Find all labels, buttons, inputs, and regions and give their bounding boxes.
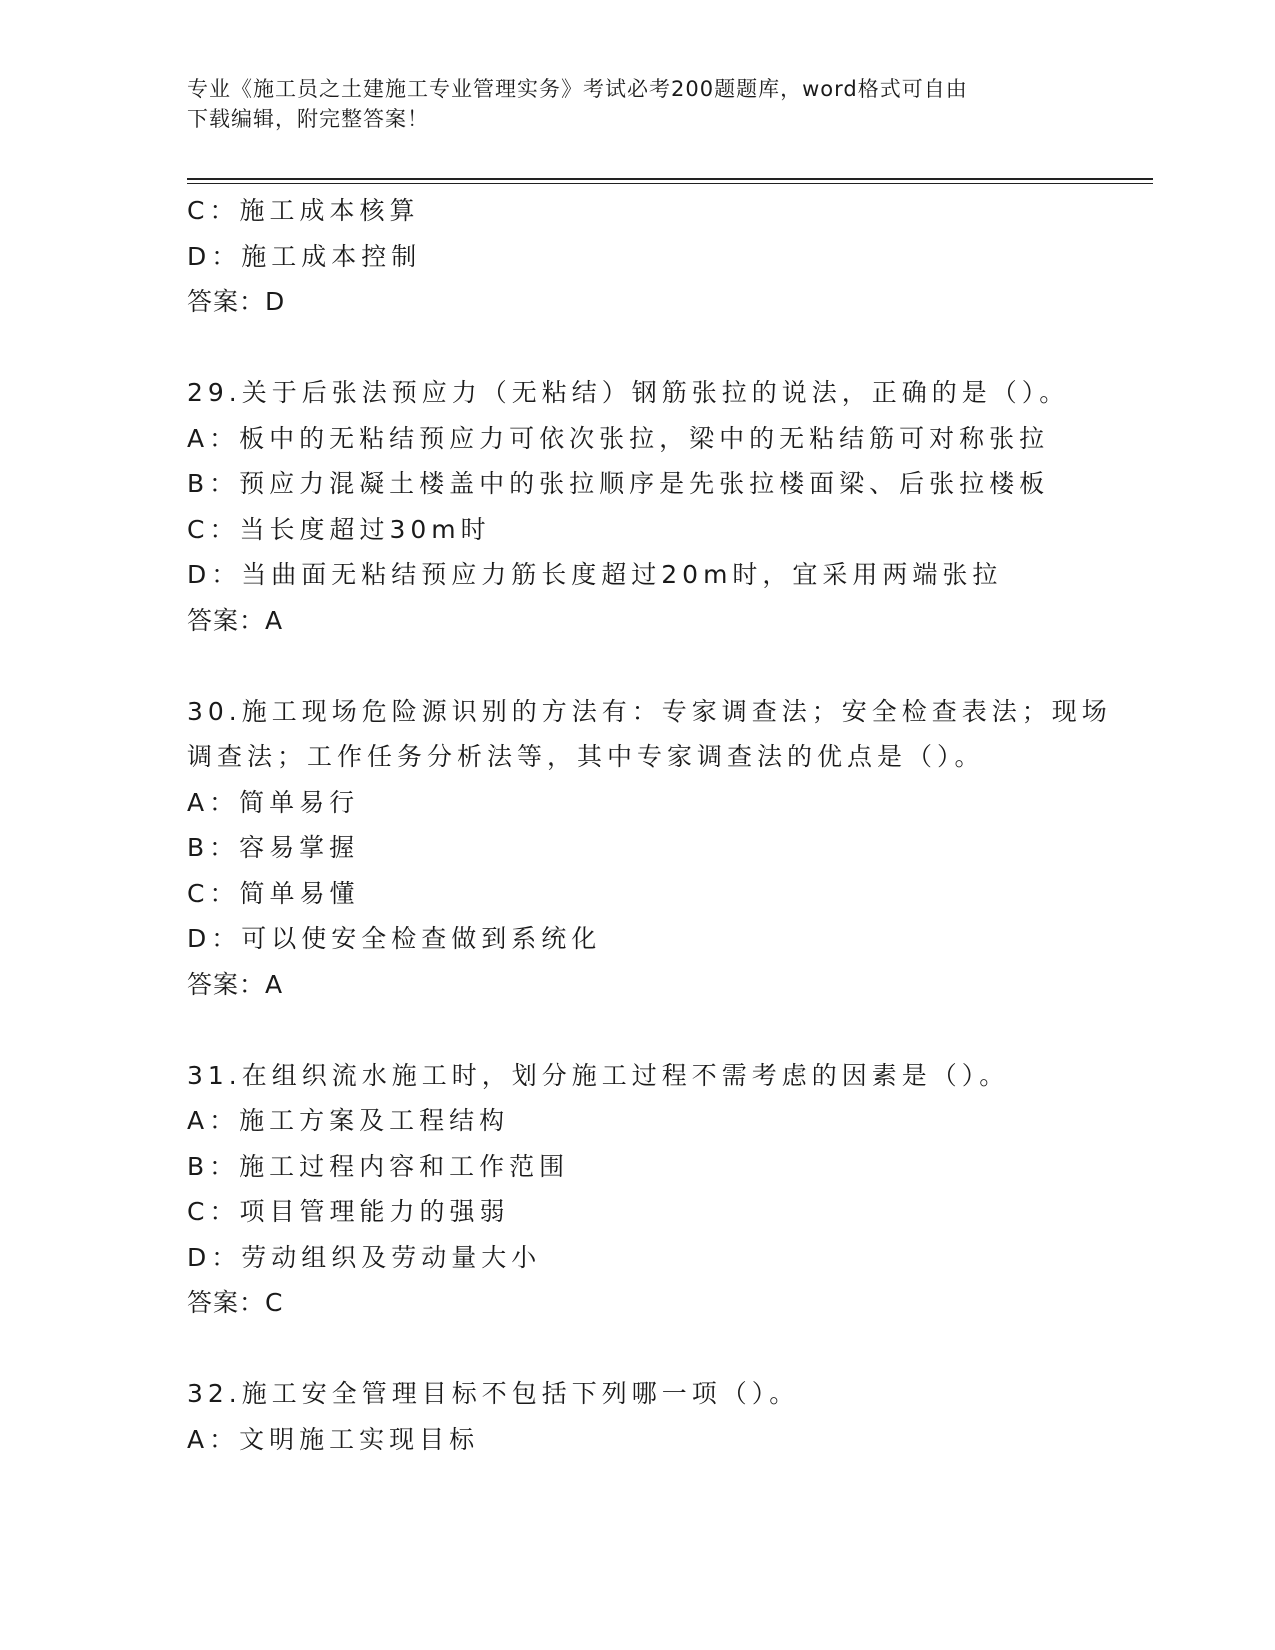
header-divider-thick	[187, 178, 1153, 180]
question-30	[187, 689, 1112, 1008]
option-b: B：施工过程内容和工作范围	[187, 1151, 570, 1181]
option-d: D：施工成本控制	[187, 241, 422, 271]
answer-line: 答案：A	[187, 969, 284, 999]
option-a: A：文明施工实现目标	[187, 1424, 480, 1454]
question-stem: 32.施工安全管理目标不包括下列哪一项（）。	[187, 1379, 800, 1408]
question-29	[187, 370, 1087, 643]
option-b: B：预应力混凝土楼盖中的张拉顺序是先张拉楼面梁、后张拉楼板	[187, 469, 1050, 498]
option-a: A：简单易行	[187, 787, 360, 817]
question-stem-line-2: 调查法；工作任务分析法等，其中专家调查法的优点是（）。	[187, 742, 985, 771]
question-32	[187, 1371, 1087, 1462]
question-31	[187, 1053, 1087, 1326]
option-c: C：施工成本核算	[187, 196, 420, 225]
question-stem: 31.在组织流水施工时，划分施工过程不需考虑的因素是（）。	[187, 1060, 1010, 1090]
question-spacer	[187, 325, 1087, 371]
header-divider-thin	[187, 183, 1153, 184]
option-b: B：容易掌握	[187, 833, 360, 862]
question-stem-line-1: 30.施工现场危险源识别的方法有：专家调查法；安全检查表法；现场	[187, 696, 1112, 726]
question-spacer	[187, 1326, 1087, 1372]
document-body	[187, 188, 1112, 1462]
option-c: C：项目管理能力的强弱	[187, 1197, 510, 1226]
answer-line: 答案：C	[187, 1288, 284, 1317]
answer-line: 答案：A	[187, 605, 284, 635]
option-d: D：当曲面无粘结预应力筋长度超过20m时，宜采用两端张拉	[187, 560, 1003, 589]
document-header	[187, 74, 1067, 134]
question-stem: 29.关于后张法预应力（无粘结）钢筋张拉的说法，正确的是（）。	[187, 378, 1070, 407]
option-a: A：板中的无粘结预应力可依次张拉，梁中的无粘结筋可对称张拉	[187, 423, 1050, 453]
header-title-line-1: 专业《施工员之土建施工专业管理实务》考试必考200题题库，word格式可自由	[187, 77, 968, 101]
question-spacer	[187, 1007, 1087, 1053]
option-c: C：简单易懂	[187, 878, 360, 908]
question-28-continuation	[187, 188, 1087, 325]
header-title-line-2: 下载编辑，附完整答案！	[187, 107, 429, 131]
option-d: D：可以使安全检查做到系统化	[187, 924, 602, 953]
question-spacer	[187, 643, 1087, 689]
option-c: C：当长度超过30m时	[187, 514, 491, 544]
option-d: D：劳动组织及劳动量大小	[187, 1242, 542, 1272]
option-a: A：施工方案及工程结构	[187, 1106, 510, 1135]
answer-line: 答案：D	[187, 287, 286, 316]
